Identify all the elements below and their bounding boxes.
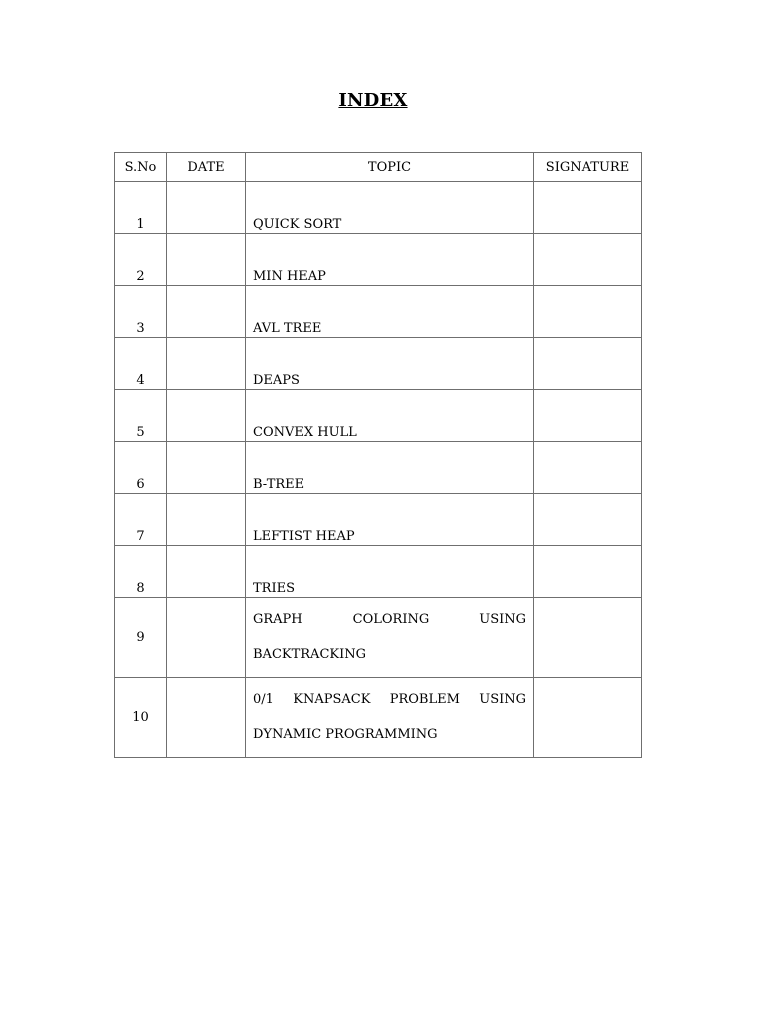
- index-table: [114, 152, 642, 758]
- topic-cell: [246, 234, 534, 286]
- header-signature: SIGNATURE: [534, 153, 642, 182]
- table-header-row: [115, 153, 642, 182]
- topic-text: LEFTIST HEAP: [253, 529, 355, 544]
- serial-number-cell: [115, 546, 167, 598]
- date-cell: [167, 678, 246, 758]
- topic-text: B-TREE: [253, 477, 305, 492]
- topic-text: DYNAMIC PROGRAMMING: [253, 727, 438, 742]
- table-row: [115, 546, 642, 598]
- page-title: INDEX: [338, 90, 408, 111]
- serial-number-cell: [115, 234, 167, 286]
- topic-text: QUICK SORT: [253, 217, 342, 232]
- date-cell: [167, 442, 246, 494]
- serial-number-cell: [115, 390, 167, 442]
- serial-number-cell: [115, 678, 167, 758]
- serial-number: 5: [136, 425, 145, 440]
- header-date: DATE: [167, 153, 246, 182]
- table-row: [115, 598, 642, 678]
- signature-cell: [534, 182, 642, 234]
- serial-number: 9: [136, 630, 145, 645]
- topic-cell: [246, 390, 534, 442]
- topic-text: MIN HEAP: [253, 269, 326, 284]
- serial-number-cell: [115, 182, 167, 234]
- topic-text: GRAPH COLORING USING: [253, 612, 526, 627]
- date-cell: [167, 182, 246, 234]
- topic-text: CONVEX HULL: [253, 425, 357, 440]
- topic-cell: [246, 182, 534, 234]
- header-sno: S.No: [115, 153, 167, 182]
- signature-cell: [534, 598, 642, 678]
- table-row: [115, 678, 642, 758]
- table-row: [115, 234, 642, 286]
- serial-number: 10: [132, 710, 149, 725]
- topic-text: 0/1 KNAPSACK PROBLEM USING: [253, 692, 526, 707]
- topic-text: AVL TREE: [253, 321, 322, 336]
- signature-cell: [534, 546, 642, 598]
- date-cell: [167, 598, 246, 678]
- signature-cell: [534, 338, 642, 390]
- serial-number-cell: [115, 442, 167, 494]
- topic-cell: [246, 678, 534, 758]
- topic-cell: [246, 442, 534, 494]
- serial-number: 7: [136, 529, 145, 544]
- serial-number: 4: [136, 373, 145, 388]
- topic-cell: [246, 286, 534, 338]
- serial-number: 1: [136, 217, 145, 232]
- date-cell: [167, 546, 246, 598]
- table-row: [115, 338, 642, 390]
- signature-cell: [534, 678, 642, 758]
- table-body: [115, 182, 642, 758]
- date-cell: [167, 286, 246, 338]
- signature-cell: [534, 234, 642, 286]
- signature-cell: [534, 286, 642, 338]
- topic-cell: [246, 598, 534, 678]
- topic-text: DEAPS: [253, 373, 300, 388]
- date-cell: [167, 234, 246, 286]
- table-row: [115, 494, 642, 546]
- serial-number-cell: [115, 494, 167, 546]
- table-row: [115, 390, 642, 442]
- signature-cell: [534, 494, 642, 546]
- signature-cell: [534, 442, 642, 494]
- table-row: [115, 182, 642, 234]
- header-topic: TOPIC: [246, 153, 534, 182]
- serial-number: 2: [136, 269, 145, 284]
- date-cell: [167, 494, 246, 546]
- topic-cell: [246, 494, 534, 546]
- table-row: [115, 442, 642, 494]
- topic-text: BACKTRACKING: [253, 647, 367, 662]
- topic-cell: [246, 338, 534, 390]
- serial-number-cell: [115, 338, 167, 390]
- table-row: [115, 286, 642, 338]
- serial-number-cell: [115, 598, 167, 678]
- serial-number: 8: [136, 581, 145, 596]
- serial-number-cell: [115, 286, 167, 338]
- date-cell: [167, 338, 246, 390]
- serial-number: 3: [136, 321, 145, 336]
- topic-cell: [246, 546, 534, 598]
- topic-text: TRIES: [253, 581, 295, 596]
- signature-cell: [534, 390, 642, 442]
- date-cell: [167, 390, 246, 442]
- serial-number: 6: [136, 477, 145, 492]
